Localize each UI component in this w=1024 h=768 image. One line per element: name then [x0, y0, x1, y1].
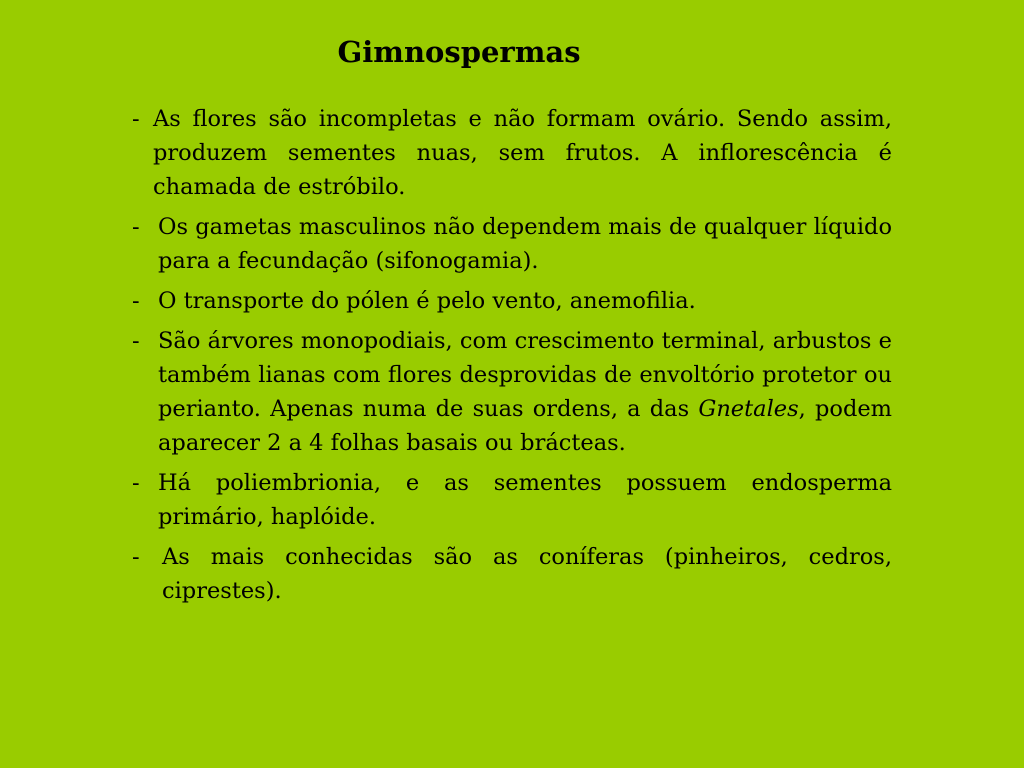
bullet-dash: - — [132, 470, 140, 496]
bullet-dash: - — [132, 106, 140, 132]
slide-title: Gimnospermas — [337, 35, 581, 69]
bullet-dash: - — [132, 214, 140, 240]
bullet-text-part: , podem aparecer 2 a 4 folhas basais ou brácteas. — [158, 396, 892, 456]
bullet-text: As mais conhecidas são as coníferas (pinheiros, cedros, ciprestes). — [162, 544, 892, 604]
bullet-item — [130, 324, 892, 460]
bullet-item — [130, 466, 892, 534]
bullet-dash: - — [132, 288, 140, 314]
bullet-item — [130, 540, 892, 608]
bullet-text: Há poliembrionia, e as sementes possuem endosperma primário, haplóide. — [158, 470, 892, 530]
bullet-item — [130, 284, 892, 318]
bullet-text: O transporte do pólen é pelo vento, anemofilia. — [158, 288, 696, 314]
bullet-text-part: São árvores monopodiais, com crescimento terminal, arbustos e também lianas com flores desprovidas de envoltório protetor ou perianto. Apenas numa de suas ordens, a das — [158, 328, 892, 422]
bullet-text-italic: Gnetales — [698, 396, 799, 422]
bullet-dash: - — [132, 328, 140, 354]
bullet-text — [158, 324, 892, 460]
bullet-text: Os gametas masculinos não dependem mais de qualquer líquido para a fecundação (sifonogamia). — [158, 214, 892, 274]
bullet-text: As flores são incompletas e não formam ovário. Sendo assim, produzem sementes nuas, sem frutos. A inflorescência é chamada de estróbilo. — [153, 106, 892, 200]
bullet-dash: - — [132, 544, 140, 570]
bullet-item — [130, 210, 892, 278]
bullet-list — [130, 102, 892, 614]
bullet-item — [130, 102, 892, 204]
